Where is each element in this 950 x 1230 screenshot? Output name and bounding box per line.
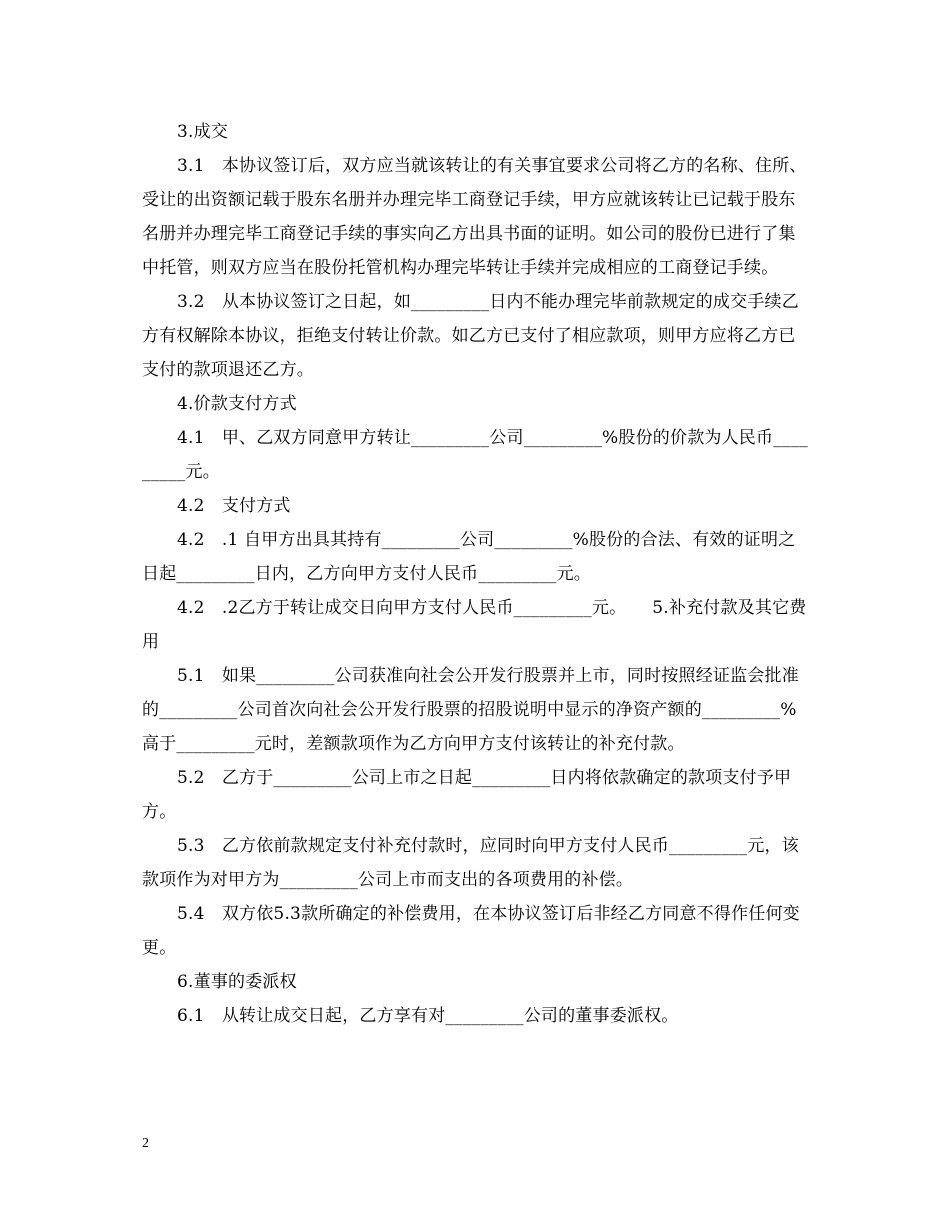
clause-5-4: 5.4 双方依5.3款所确定的补偿费用，在本协议签订后非经乙方同意不得作任何变更。 xyxy=(142,904,800,958)
section-6-heading: 6.董事的委派权 xyxy=(177,972,297,992)
clause-3-1: 3.1 本协议签订后，双方应当就该转让的有关事宜要求公司将乙方的名称、住所、受让的出资额记载于股东名册并办理完毕工商登记手续，甲方应就该转让已记载于股东名册并办理完毕工商登记手续的事实向乙方出具书面的证明。如公司的股份已进行了集中托管，则双方应当在股份托管机构办理完毕转让手续并完成相应的工商登记手续。 xyxy=(142,156,807,278)
document-body xyxy=(142,115,812,1033)
section-3-heading: 3.成交 xyxy=(177,122,229,142)
clause-5-3: 5.3 乙方依前款规定支付补充付款时，应同时向甲方支付人民币_________元，该款项作为对甲方为_________公司上市而支出的各项费用的补偿。 xyxy=(142,836,799,890)
clause-3-2: 3.2 从本协议签订之日起，如_________日内不能办理完毕前款规定的成交手续乙方有权解除本协议，拒绝支付转让价款。如乙方已支付了相应款项，则甲方应将乙方已支付的款项退还乙方。 xyxy=(142,292,799,380)
clause-5-2: 5.2 乙方于_________公司上市之日起_________日内将依款确定的款项支付予甲方。 xyxy=(142,768,792,822)
clause-4-2-2: 4.2 .2乙方于转让成交日向甲方支付人民币_________元。 5.补充付款及其它费用 xyxy=(142,598,807,652)
clause-6-1: 6.1 从转让成交日起，乙方享有对_________公司的董事委派权。 xyxy=(177,1006,679,1026)
section-4-heading: 4.价款支付方式 xyxy=(177,394,297,414)
page-number: 2 xyxy=(142,1136,149,1151)
clause-4-1: 4.1 甲、乙双方同意甲方转让_________公司_________%股份的价款为人民币_________元。 xyxy=(142,428,808,482)
clause-4-2: 4.2 支付方式 xyxy=(177,496,291,516)
clause-5-1: 5.1 如果_________公司获准向社会公开发行股票并上市，同时按照经证监会批准的_________公司首次向社会公开发行股票的招股说明中显示的净资产额的_________%高于_________元时，差额款项作为乙方向甲方支付该转让的补充付款。 xyxy=(142,666,799,754)
clause-4-2-1: 4.2 .1 自甲方出具其持有_________公司_________%股份的合法、有效的证明之日起_________日内，乙方向甲方支付人民币_________元。 xyxy=(142,530,796,584)
